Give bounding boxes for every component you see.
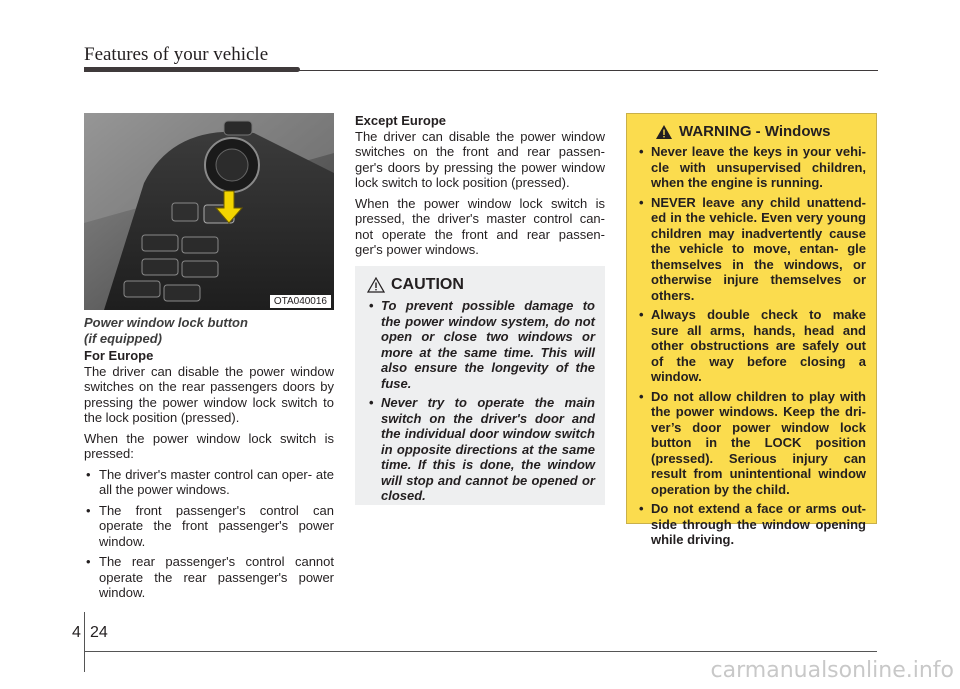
section-heading-except-europe: Except Europe xyxy=(355,113,447,128)
list-item xyxy=(84,503,334,550)
caution-item-text: To prevent possible damage to the power window system, do not open or close two windows or more at the same time. This will also ensure the longevity of the fuse. xyxy=(381,298,595,391)
bullet-icon: • xyxy=(639,144,644,159)
bullet-icon: • xyxy=(86,502,91,518)
paragraph: When the power window lock switch is pressed: xyxy=(84,430,334,461)
warning-box xyxy=(626,113,877,547)
warning-item-text: Never leave the keys in your vehi- cle with unsupervised children, when the engine is running. xyxy=(651,144,866,190)
list-item xyxy=(84,467,334,498)
paragraph: When the power window lock switch is pressed, the driver's master control can- not operate the front and rear passen- ger's power windows. xyxy=(355,195,605,257)
warning-item xyxy=(637,195,866,304)
warning-item xyxy=(637,389,866,498)
bullet-icon: • xyxy=(369,395,374,410)
list-item-text: The driver's master control can oper- ate all the power windows. xyxy=(99,466,334,497)
paragraph: The driver can disable the power window switches on the rear passengers doors by pressing the power window lock switch to the lock position (pressed). xyxy=(84,363,334,425)
page-number: 24 xyxy=(90,624,108,641)
caution-list xyxy=(367,298,595,504)
warning-item-text: Do not extend a face or arms out- side through the window opening while driving. xyxy=(651,501,866,547)
bullet-icon: • xyxy=(369,298,374,313)
footer-vertical-rule xyxy=(84,612,85,672)
warning-item xyxy=(637,307,866,385)
warning-item-text: Always double check to make sure all arms, hands, head and other obstructions are safely out of the way before closing a window. xyxy=(651,307,866,384)
caution-heading xyxy=(367,276,595,294)
caution-item xyxy=(367,298,595,391)
bullet-icon: • xyxy=(639,307,644,322)
column-1-text xyxy=(84,315,334,606)
list-item xyxy=(84,554,334,601)
bullet-icon: • xyxy=(86,466,91,482)
window-switch-photo xyxy=(84,113,334,310)
header-rule xyxy=(84,70,878,71)
list-item-text: The front passenger's control can operate the front passenger's power window. xyxy=(99,502,334,549)
warning-item-text: Do not allow children to play with the power windows. Keep the dri- ver’s door power window lock button in the LOCK position (pressed). Serious injury can result from unintentional window operation by the child. xyxy=(651,388,866,497)
paragraph: The driver can disable the power window switches on the front and rear passen- ger's doors by pressing the power window lock switch to lock position (pressed). xyxy=(355,128,605,190)
caution-box xyxy=(355,266,605,505)
warning-triangle-icon xyxy=(655,124,673,140)
caption-line-2: (if equipped) xyxy=(84,330,162,346)
watermark: carmanualsonline.info xyxy=(710,658,954,683)
caution-triangle-icon xyxy=(367,277,385,293)
column-2-text xyxy=(355,113,605,263)
list-item-text: The rear passenger's control cannot operate the rear passenger's power window. xyxy=(99,554,334,600)
caution-title: CAUTION xyxy=(391,276,464,293)
warning-heading xyxy=(637,123,866,140)
warning-item-text: NEVER leave any child unattend- ed in the vehicle. Even very young children may inadvertently cause the vehicle to move, entan- gle themselves in the windows, or otherwise injure themselves or others. xyxy=(651,194,866,303)
figure-caption xyxy=(84,315,334,346)
caption-line-1: Power window lock button xyxy=(84,315,248,330)
figure-code: OTA040016 xyxy=(270,295,331,308)
caution-item xyxy=(367,395,595,504)
bullet-list xyxy=(84,467,334,601)
bullet-icon: • xyxy=(86,554,91,569)
warning-item xyxy=(637,501,866,548)
section-heading-europe: For Europe xyxy=(84,348,154,363)
warning-item xyxy=(637,144,866,191)
bullet-icon: • xyxy=(639,194,644,210)
warning-title: WARNING - Windows xyxy=(679,123,831,140)
section-number: 4 xyxy=(72,624,81,641)
bullet-icon: • xyxy=(639,388,644,404)
warning-list xyxy=(637,144,866,548)
bullet-icon: • xyxy=(639,501,644,516)
page-header-title: Features of your vehicle xyxy=(84,44,269,65)
caution-item-text: Never try to operate the main switch on the driver's door and the individual door window switch in opposite directions at the same time. If this is done, the window will stop and cannot be opened or closed. xyxy=(381,395,595,503)
footer-horizontal-rule xyxy=(84,651,877,652)
